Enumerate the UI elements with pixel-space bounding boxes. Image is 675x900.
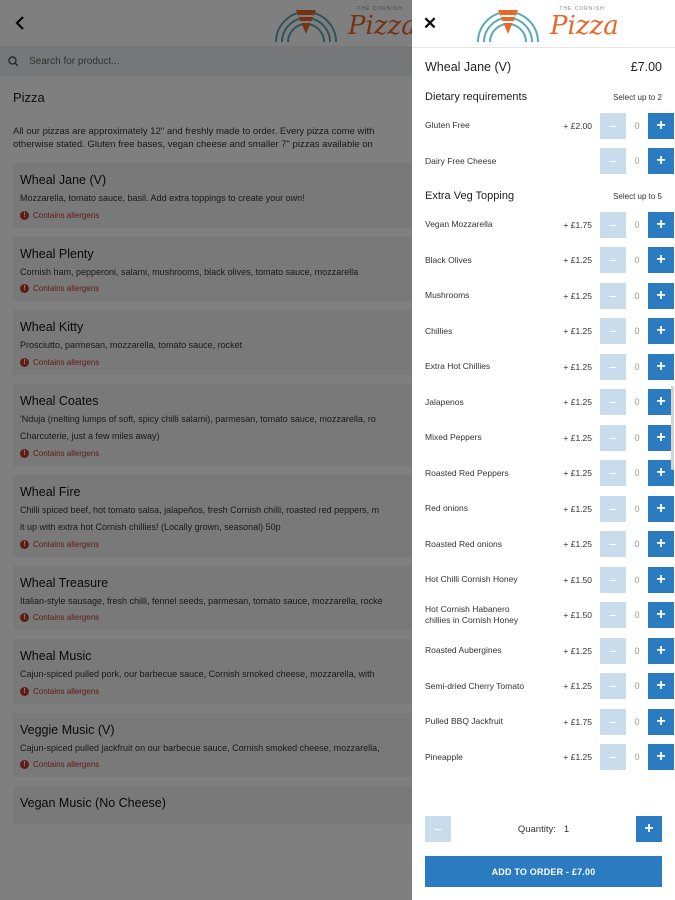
option-quantity: 0 [634,290,640,301]
option-price: + £1.25 [563,681,592,692]
option-row [412,278,675,314]
add-to-order-button[interactable]: ADD TO ORDER - £7.00 [425,856,662,887]
option-decrease-button[interactable] [600,638,626,664]
minus-icon: − [608,642,618,659]
option-increase-button[interactable] [648,709,674,735]
option-row [412,562,675,598]
option-decrease-button[interactable] [600,425,626,451]
plus-icon: + [656,570,666,588]
option-decrease-button[interactable] [600,212,626,238]
minus-icon: − [608,358,618,375]
close-icon: ✕ [422,13,438,33]
panel-footer [412,802,675,900]
option-row [412,669,675,705]
option-increase-button[interactable] [648,212,674,238]
product-options-panel [412,0,675,900]
option-increase-button[interactable] [648,354,674,380]
plus-icon: + [656,748,666,766]
option-name: Pineapple [425,751,463,762]
minus-icon: − [608,465,618,482]
plus-icon: + [656,428,666,446]
option-decrease-button[interactable] [600,113,626,139]
option-increase-button[interactable] [648,113,674,139]
option-quantity: 0 [634,156,640,167]
option-increase-button[interactable] [648,531,674,557]
plus-icon: + [656,393,666,411]
plus-icon: + [656,152,666,170]
option-quantity: 0 [634,574,640,585]
option-price: + £2.00 [563,120,592,131]
option-decrease-button[interactable] [600,602,626,628]
option-group-header [412,86,675,108]
option-name: Roasted Aubergines [425,645,502,656]
quantity-value: 1 [563,823,570,835]
option-price: + £1.25 [563,752,592,763]
option-name: Semi-dried Cherry Tomato [425,680,525,691]
option-name: Roasted Red onions [425,538,503,549]
option-quantity: 0 [634,539,640,550]
quantity-label: Quantity: [517,823,556,835]
minus-icon: − [433,821,443,837]
option-increase-button[interactable] [648,567,674,593]
option-price: + £1.25 [563,468,592,479]
quantity-display [451,824,636,835]
option-price: + £1.25 [563,503,592,514]
minus-icon: − [608,678,618,695]
plus-icon: + [656,606,666,624]
option-row [412,704,675,740]
option-decrease-button[interactable] [600,673,626,699]
plus-icon: + [656,215,666,233]
product-header [412,48,675,86]
option-row [412,598,675,634]
option-increase-button[interactable] [648,638,674,664]
option-name: Roasted Red Peppers [425,467,509,478]
option-row [412,349,675,385]
plus-icon: + [656,116,666,134]
option-row [412,491,675,527]
plus-icon: + [656,464,666,482]
minus-icon: − [608,216,618,233]
option-row [412,456,675,492]
minus-icon: − [608,500,618,517]
minus-icon: − [608,117,618,134]
option-increase-button[interactable] [648,247,674,273]
option-group-title: Extra Veg Topping [425,190,515,202]
plus-icon: + [656,322,666,340]
plus-icon: + [656,286,666,304]
scrollbar[interactable] [671,386,674,470]
option-row [412,420,675,456]
option-quantity: 0 [634,219,640,230]
plus-icon: + [656,535,666,553]
option-name: Mixed Peppers [425,432,482,443]
minus-icon: − [608,607,618,624]
option-name: Chillies [425,325,453,336]
option-quantity: 0 [634,361,640,372]
option-decrease-button[interactable] [600,354,626,380]
option-quantity: 0 [634,432,640,443]
option-price: + £1.25 [563,290,592,301]
option-groups [412,86,675,775]
option-decrease-button[interactable] [600,283,626,309]
option-row [412,385,675,421]
minus-icon: − [608,536,618,553]
product-name: Wheal Jane (V) [425,60,512,74]
option-increase-button[interactable] [648,496,674,522]
option-group-limit: Select up to 5 [613,191,662,201]
option-price: + £1.25 [563,432,592,443]
option-quantity: 0 [634,397,640,408]
option-name: Black Olives [425,254,472,265]
option-name: Hot Cornish Habanero chillies in Cornish Honey [425,604,519,626]
option-increase-button[interactable] [648,318,674,344]
option-decrease-button[interactable] [600,496,626,522]
minus-icon: − [608,153,618,170]
option-price: + £1.25 [563,645,592,656]
option-row [412,633,675,669]
plus-icon: + [656,357,666,375]
option-name: Jalapenos [425,396,464,407]
option-row [412,243,675,279]
brand-logo [474,4,619,44]
minus-icon: − [608,713,618,730]
option-decrease-button[interactable] [600,318,626,344]
option-row [412,108,675,144]
option-quantity: 0 [634,681,640,692]
option-price: + £1.25 [563,361,592,372]
brand-name: Pizza [550,11,619,41]
option-quantity: 0 [634,326,640,337]
option-decrease-button[interactable] [600,567,626,593]
option-price: + £1.50 [563,574,592,585]
plus-icon: + [656,499,666,517]
minus-icon: − [608,394,618,411]
option-increase-button[interactable] [648,673,674,699]
panel-header [412,0,675,48]
option-decrease-button[interactable] [600,531,626,557]
option-increase-button[interactable] [648,148,674,174]
option-name: Extra Hot Chillies [425,361,491,372]
option-row [412,314,675,350]
minus-icon: − [608,287,618,304]
options-scroll-area[interactable] [412,86,675,802]
option-quantity: 0 [634,645,640,656]
option-price: + £1.75 [563,219,592,230]
option-price: + £1.75 [563,716,592,727]
option-price: + £1.25 [563,397,592,408]
option-decrease-button[interactable] [600,148,626,174]
minus-icon: − [608,749,618,766]
option-quantity: 0 [634,752,640,763]
option-increase-button[interactable] [648,283,674,309]
option-decrease-button[interactable] [600,389,626,415]
minus-icon: − [608,429,618,446]
product-price: £7.00 [630,60,662,74]
option-group-limit: Select up to 2 [613,92,662,102]
quantity-stepper [412,802,675,856]
option-quantity: 0 [634,716,640,727]
plus-icon: + [656,251,666,269]
option-increase-button[interactable] [648,744,674,770]
option-row [412,527,675,563]
option-decrease-button[interactable] [600,460,626,486]
option-group-header [412,185,675,207]
option-quantity: 0 [634,503,640,514]
option-increase-button[interactable] [648,602,674,628]
option-price: + £1.25 [563,255,592,266]
minus-icon: − [608,571,618,588]
quantity-decrease-button[interactable] [425,816,451,842]
option-decrease-button[interactable] [600,247,626,273]
brand-top-text: THE CORNISH [559,6,605,12]
option-name: Mushrooms [425,290,470,301]
plus-icon: + [644,820,654,837]
option-name: Gluten Free [425,120,470,131]
option-quantity: 0 [634,120,640,131]
option-price: + £1.50 [563,610,592,621]
option-quantity: 0 [634,468,640,479]
option-group-title: Dietary requirements [425,91,528,103]
quantity-increase-button[interactable] [636,816,662,842]
option-price: + £1.25 [563,326,592,337]
minus-icon: − [608,323,618,340]
option-quantity: 0 [634,255,640,266]
plus-icon: + [656,677,666,695]
option-name: Hot Chilli Cornish Honey [425,574,518,585]
minus-icon: − [608,252,618,269]
close-button[interactable] [412,0,448,48]
option-decrease-button[interactable] [600,744,626,770]
option-name: Pulled BBQ Jackfruit [425,716,503,727]
plus-icon: + [656,712,666,730]
option-decrease-button[interactable] [600,709,626,735]
option-name: Dairy Free Cheese [425,155,497,166]
option-row [412,144,675,180]
option-name: Red onions [425,503,469,514]
option-row [412,740,675,776]
option-price: + £1.25 [563,539,592,550]
option-name: Vegan Mozzarella [425,219,493,230]
option-row [412,207,675,243]
plus-icon: + [656,641,666,659]
option-quantity: 0 [634,610,640,621]
